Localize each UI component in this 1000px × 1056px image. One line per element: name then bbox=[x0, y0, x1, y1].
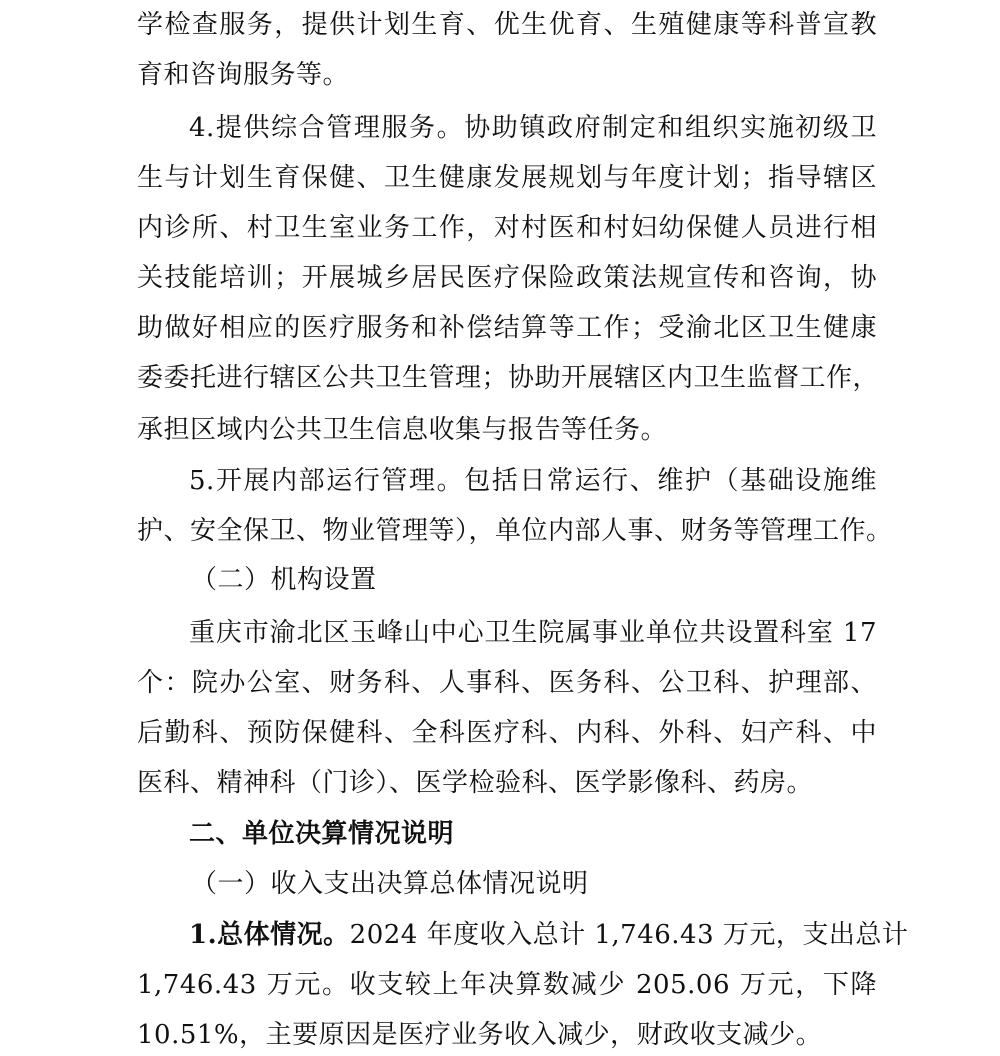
text-line: 后勤科、预防保健科、全科医疗科、内科、外科、妇产科、中 bbox=[137, 718, 877, 748]
lead-text: 年度收入总计 1,746.43 万元，支出总计 bbox=[426, 920, 909, 950]
text-line: 内诊所、村卫生室业务工作，对村医和村妇幼保健人员进行相 bbox=[137, 213, 877, 243]
text-line: 学检查服务，提供计划生育、优生优育、生殖健康等科普宣教 bbox=[137, 10, 877, 40]
text-line: 个：院办公室、财务科、人事科、医务科、公卫科、护理部、 bbox=[137, 668, 877, 698]
section-subheading: （一）收入支出决算总体情况说明 bbox=[191, 869, 589, 899]
text-line: 医科、精神科（门诊）、医学检验科、医学影像科、药房。 bbox=[137, 768, 814, 798]
section-heading: 二、单位决算情况说明 bbox=[189, 819, 455, 849]
lead-year: 2024 bbox=[349, 920, 427, 950]
text-line: 重庆市渝北区玉峰山中心卫生院属事业单位共设置科室 17 bbox=[189, 618, 877, 648]
text-line: 1,746.43 万元。收支较上年决算数减少 205.06 万元，下降 bbox=[137, 970, 877, 1000]
lead-title: 1.总体情况。 bbox=[189, 920, 350, 950]
text-line: 助做好相应的医疗服务和补偿结算等工作；受渝北区卫生健康 bbox=[137, 313, 877, 343]
text-line: 委委托进行辖区公共卫生管理；协助开展辖区内卫生监督工作， bbox=[137, 363, 880, 393]
text-line: 4.提供综合管理服务。协助镇政府制定和组织实施初级卫 bbox=[189, 113, 877, 143]
text-line: 育和咨询服务等。 bbox=[137, 60, 350, 90]
text-line: 10.51%，主要原因是医疗业务收入减少，财政收支减少。 bbox=[137, 1020, 823, 1050]
text-line-lead bbox=[189, 915, 909, 955]
text-line: 5.开展内部运行管理。包括日常运行、维护（基础设施维 bbox=[189, 466, 877, 496]
text-line: 护、安全保卫、物业管理等），单位内部人事、财务等管理工作。 bbox=[137, 516, 893, 546]
text-line: 承担区域内公共卫生信息收集与报告等任务。 bbox=[137, 415, 668, 445]
text-line: 关技能培训；开展城乡居民医疗保险政策法规宣传和咨询，协 bbox=[137, 263, 877, 293]
text-line: 生与计划生育保健、卫生健康发展规划与年度计划；指导辖区 bbox=[137, 163, 877, 193]
section-subheading: （二）机构设置 bbox=[191, 565, 377, 595]
